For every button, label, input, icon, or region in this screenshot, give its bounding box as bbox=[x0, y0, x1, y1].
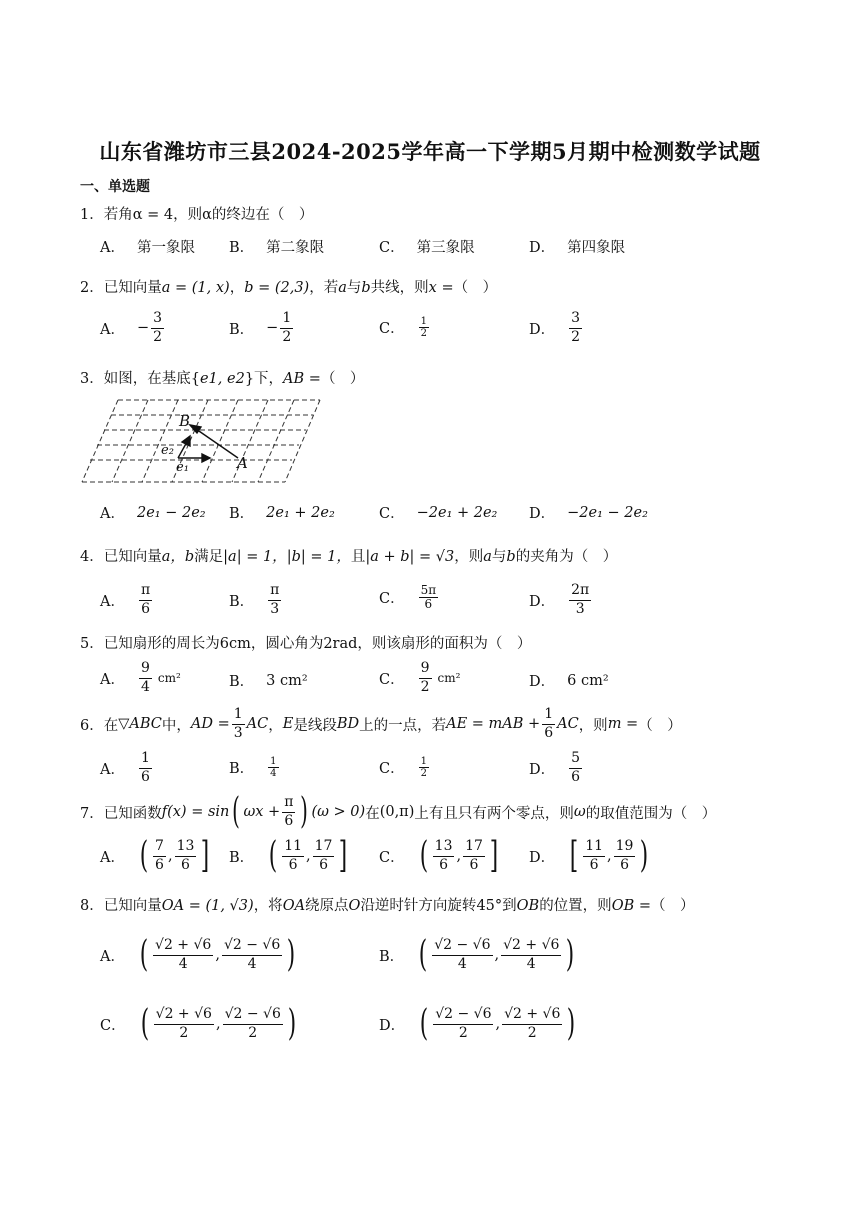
q3-option-d[interactable]: D． −2e₁ − 2e₂ bbox=[529, 504, 648, 522]
q6-option-a[interactable]: A． $\frac{1}{6}$ bbox=[100, 750, 150, 785]
vector-oa-ref: OA bbox=[282, 898, 306, 914]
q3-option-a[interactable]: A． 2e₁ − 2e₂ bbox=[100, 504, 206, 522]
question-stem: 上的一点，若 bbox=[359, 717, 447, 734]
function-f: f(x) = sin bbox=[161, 804, 230, 820]
q7-option-b[interactable]: B． ( $\frac{11}{6}$ , $\frac{17}{6}$ ] bbox=[229, 835, 348, 876]
q1-option-c[interactable]: C． 第三象限 bbox=[379, 240, 475, 256]
q5-option-a[interactable]: A． $\frac{9}{4}$ cm² bbox=[100, 660, 181, 695]
vector-ac: AC bbox=[557, 716, 579, 732]
question-stem: 在 bbox=[365, 805, 380, 822]
segment-bd: BD bbox=[336, 716, 360, 732]
question-stem: 是线段 bbox=[293, 717, 337, 734]
question-stem: 到 bbox=[502, 898, 517, 914]
question-stem: 满足 bbox=[194, 549, 224, 565]
q3-option-c[interactable]: C． −2e₁ + 2e₂ bbox=[379, 504, 498, 522]
point-a-label: A bbox=[237, 454, 248, 472]
question-stem: （ ） bbox=[320, 371, 365, 387]
vector-arrows bbox=[178, 425, 238, 462]
question-7: 7． 已知函数 f(x) = sin ( ωx + $\frac{\pi}{6}$ ) (ω > 0) 在 (0,π) 上有且只有两个零点，则 ω 的取值范围为（ ） bbox=[80, 791, 717, 832]
point-e: E bbox=[282, 716, 294, 732]
origin-o: O bbox=[348, 898, 361, 914]
q6-option-c[interactable]: C． $\frac{1}{2}$ bbox=[379, 756, 427, 779]
argument: ωx + bbox=[243, 804, 281, 820]
question-stem: ，则 bbox=[454, 549, 484, 565]
vectors-ab: a，b bbox=[161, 549, 195, 565]
q4-option-a[interactable]: A． $\frac{\pi}{6}$ bbox=[100, 582, 151, 617]
q4-option-d[interactable]: D． $\frac{2\pi}{3}$ bbox=[529, 582, 590, 617]
paren: ) bbox=[300, 791, 309, 832]
vector-ab: AB = bbox=[283, 371, 321, 387]
condition-1: |a| = 1， bbox=[223, 549, 287, 565]
question-stem: 与 bbox=[346, 280, 362, 296]
q2-option-c[interactable]: C． $\frac{1}{2}$ bbox=[379, 316, 427, 339]
question-number: 7． bbox=[80, 805, 104, 822]
q7-option-d[interactable]: D． [ $\frac{11}{6}$ , $\frac{19}{6}$ ) bbox=[529, 835, 649, 876]
q8-option-c[interactable]: C． ( $\frac{√2 + √6}{2}$ , $\frac{√2 - √6}{2}$ ) bbox=[100, 1003, 297, 1044]
q6-option-d[interactable]: D． $\frac{5}{6}$ bbox=[529, 750, 581, 785]
vector-a-ref: a bbox=[483, 549, 492, 565]
page-title: 山东省潍坊市三县2024-2025学年高一下学期5月期中检测数学试题 bbox=[99, 139, 761, 164]
question-stem: 若角α = 4，则α的终边在（ ） bbox=[103, 207, 314, 223]
q7-option-c[interactable]: C． ( $\frac{13}{6}$ , $\frac{17}{6}$ ] bbox=[379, 835, 499, 876]
grid-figure bbox=[78, 396, 326, 488]
vector-b-ref: b bbox=[361, 280, 371, 296]
question-stem: ， bbox=[268, 717, 283, 734]
question-stem: （ ） bbox=[651, 898, 695, 914]
question-1 bbox=[80, 203, 313, 224]
question-stem: 沿逆时针方向旋转 bbox=[360, 898, 477, 914]
vector-ae: AE = mAB + bbox=[446, 716, 541, 732]
question-stem: 已知向量 bbox=[103, 898, 162, 914]
question-stem: 共线，则 bbox=[370, 280, 429, 296]
question-stem: 已知扇形的周长为6cm，圆心角为2rad，则该扇形的面积为（ ） bbox=[103, 636, 532, 652]
q2-option-a[interactable]: A． − $\frac{3}{2}$ bbox=[100, 310, 163, 345]
question-stem: 上有且只有两个零点，则 bbox=[414, 805, 574, 822]
e2-label: e₂ bbox=[161, 443, 174, 458]
variable-m: m = bbox=[607, 716, 639, 732]
vector-ob-ref: OB = bbox=[611, 898, 651, 914]
question-2: 2．已知向量a = (1, x)，b = (2,3)，若a与b共线，则x =（ ） bbox=[80, 280, 498, 296]
vector-b: b = (2,3) bbox=[244, 280, 310, 296]
q4-option-c[interactable]: C． $\frac{5\pi}{6}$ bbox=[379, 583, 437, 612]
question-stem: 如图，在基底 bbox=[103, 371, 191, 387]
question-stem: 绕原点 bbox=[305, 898, 349, 914]
question-number: 5． bbox=[80, 636, 104, 652]
question-number: 2． bbox=[80, 280, 104, 296]
question-6: 6． 在 ▽ABC 中， AD = $\frac{1}{3}$ AC ， E 是线段 BD 上的一点，若 AE = mAB + $\frac{1}{6}$ AC ，则 m = （ ） bbox=[80, 706, 682, 741]
basis-vectors: e1, e2 bbox=[199, 371, 245, 387]
question-stem: 若 bbox=[323, 280, 339, 296]
q7-option-a[interactable]: A． ( $\frac{7}{6}$ , $\frac{13}{6}$ ] bbox=[100, 835, 210, 876]
vector-b-ref: b bbox=[506, 549, 516, 565]
question-8 bbox=[80, 894, 695, 915]
question-number: 3． bbox=[80, 371, 104, 387]
question-stem: 与 bbox=[491, 549, 507, 565]
q5-option-c[interactable]: C． $\frac{9}{2}$ cm² bbox=[379, 660, 461, 695]
condition: (ω > 0) bbox=[311, 804, 366, 820]
vector-ac: AC bbox=[246, 716, 269, 732]
question-stem: 已知向量 bbox=[103, 280, 162, 296]
q1-option-a[interactable]: A． 第一象限 bbox=[100, 240, 195, 256]
question-stem: 下， bbox=[254, 371, 284, 387]
vector-a-ref: a bbox=[338, 280, 347, 296]
q1-option-d[interactable]: D． 第四象限 bbox=[529, 240, 626, 256]
q6-option-b[interactable]: B． $\frac{1}{4}$ bbox=[229, 756, 277, 779]
question-4 bbox=[80, 545, 617, 566]
question-stem: 在 bbox=[103, 717, 119, 734]
q8-option-b[interactable]: B． ( $\frac{√2 - √6}{4}$ , $\frac{√2 + √6}{4}$ ) bbox=[379, 934, 575, 975]
condition-3: |a + b| = √3 bbox=[365, 549, 455, 565]
question-3: 3．如图，在基底{e1, e2}下，AB =（ ） bbox=[80, 371, 365, 387]
vector-ob: OB bbox=[516, 898, 540, 914]
question-5 bbox=[80, 632, 531, 653]
question-stem: 且 bbox=[350, 549, 366, 565]
variable-omega: ω bbox=[573, 804, 586, 820]
dashed-grid bbox=[82, 400, 320, 482]
section-heading: 一、单选题 bbox=[80, 179, 150, 195]
q8-option-a[interactable]: A． ( $\frac{√2 + √6}{4}$ , $\frac{√2 - √6}{4}$ ) bbox=[100, 934, 296, 975]
q2-option-b[interactable]: B． − $\frac{1}{2}$ bbox=[229, 310, 292, 345]
question-stem: ，则 bbox=[578, 717, 608, 734]
q2-option-d[interactable]: D． $\frac{3}{2}$ bbox=[529, 310, 581, 345]
q8-option-d[interactable]: D． ( $\frac{√2 - √6}{2}$ , $\frac{√2 + √6}{2}$ ) bbox=[379, 1003, 576, 1044]
question-number: 6． bbox=[80, 717, 104, 734]
q5-option-d[interactable]: D． 6 cm² bbox=[529, 672, 609, 690]
question-stem: ，将 bbox=[253, 898, 283, 914]
question-stem: 已知向量 bbox=[103, 549, 162, 565]
condition-2: |b| = 1， bbox=[286, 549, 351, 565]
vector-a: a = (1, x) bbox=[161, 280, 230, 296]
q3-option-b[interactable]: B． 2e₁ + 2e₂ bbox=[229, 504, 335, 522]
angle: 45° bbox=[476, 898, 503, 914]
question-stem: （ ） bbox=[638, 717, 682, 734]
question-stem: 已知函数 bbox=[103, 805, 162, 822]
e1-label: e₁ bbox=[176, 460, 189, 475]
question-number: 8． bbox=[80, 898, 104, 914]
question-number: 1． bbox=[80, 207, 104, 223]
question-stem: 的位置，则 bbox=[539, 898, 612, 914]
q4-option-b[interactable]: B． $\frac{\pi}{3}$ bbox=[229, 582, 280, 617]
question-number: 4． bbox=[80, 549, 104, 565]
question-stem: 中， bbox=[161, 717, 191, 734]
vector-ad: AD = bbox=[190, 716, 230, 732]
point-b-label: B bbox=[179, 412, 191, 430]
q5-option-b[interactable]: B． 3 cm² bbox=[229, 672, 308, 690]
question-stem: 的取值范围为（ ） bbox=[585, 805, 717, 822]
question-stem: 的夹角为（ ） bbox=[515, 549, 618, 565]
interval: (0,π) bbox=[379, 804, 415, 820]
paren: ( bbox=[232, 791, 241, 832]
variable-x: x = bbox=[428, 280, 454, 296]
question-stem: （ ） bbox=[453, 280, 498, 296]
vector-oa: OA = (1, √3) bbox=[161, 898, 254, 914]
q1-option-b[interactable]: B． 第二象限 bbox=[229, 240, 325, 256]
triangle-abc: ▽ABC bbox=[118, 716, 162, 732]
